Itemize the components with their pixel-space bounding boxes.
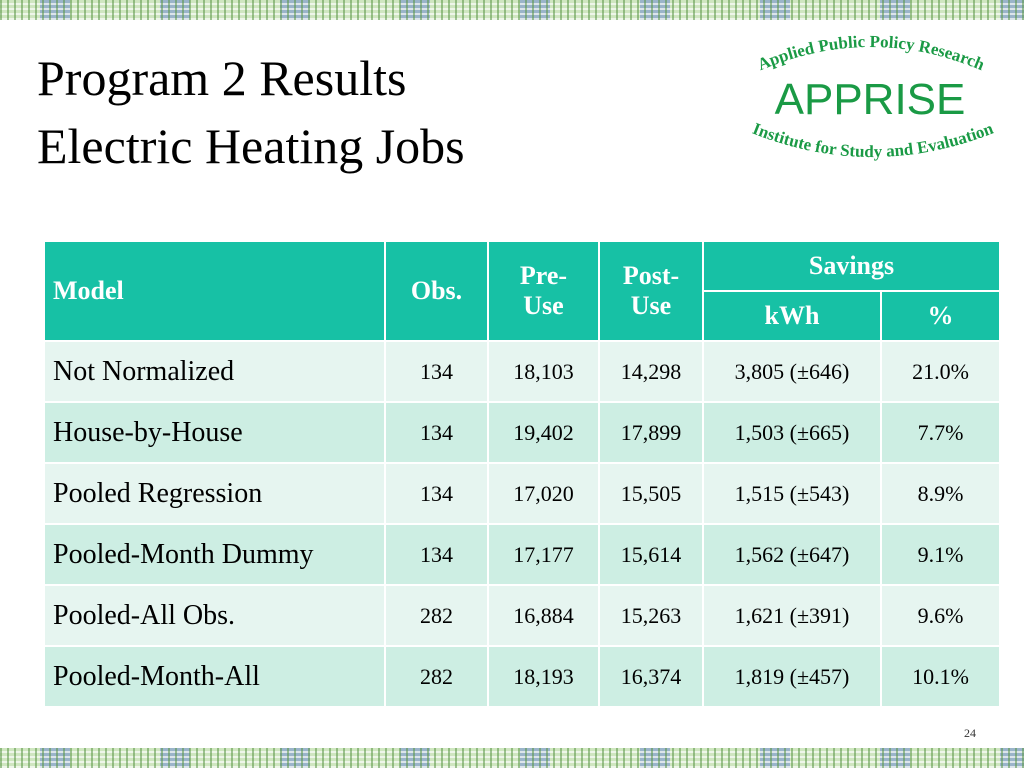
- cell-kwh: 3,805 (±646): [703, 341, 881, 402]
- logo-arc-bottom-text: [750, 119, 996, 161]
- results-table: [43, 240, 1001, 708]
- cell-percent: 10.1%: [881, 646, 1000, 707]
- header-pre-use: [488, 241, 599, 341]
- cell-obs: 134: [385, 463, 488, 524]
- cell-percent: 7.7%: [881, 402, 1000, 463]
- cell-pre-use: 17,177: [488, 524, 599, 585]
- header-pre-use-line-1: Pre-: [519, 261, 568, 290]
- table-row: [44, 341, 1000, 402]
- cell-model: Pooled Regression: [44, 463, 385, 524]
- cell-post-use: 16,374: [599, 646, 703, 707]
- cell-model: Not Normalized: [44, 341, 385, 402]
- cell-post-use: 15,614: [599, 524, 703, 585]
- cell-pre-use: 16,884: [488, 585, 599, 646]
- apprise-logo: [726, 26, 1016, 176]
- cell-percent: 9.6%: [881, 585, 1000, 646]
- cell-percent: 8.9%: [881, 463, 1000, 524]
- cell-post-use: 17,899: [599, 402, 703, 463]
- table-row: [44, 402, 1000, 463]
- header-percent: %: [881, 291, 1000, 341]
- cell-percent: 21.0%: [881, 341, 1000, 402]
- logo-arc-top: Applied Public Policy Research: [754, 31, 988, 75]
- table-row: [44, 585, 1000, 646]
- cell-pre-use: 18,103: [488, 341, 599, 402]
- table-row: [44, 463, 1000, 524]
- cell-model: Pooled-All Obs.: [44, 585, 385, 646]
- cell-obs: 134: [385, 341, 488, 402]
- header-post-use: [599, 241, 703, 341]
- logo-arc-bottom: Institute for Study and Evaluation: [750, 118, 996, 162]
- cell-pre-use: 17,020: [488, 463, 599, 524]
- header-post-use-line-2: Use: [630, 291, 672, 320]
- cell-obs: 134: [385, 524, 488, 585]
- header-obs: Obs.: [385, 241, 488, 341]
- header-pre-use-line-2: Use: [523, 291, 564, 320]
- cell-model: House-by-House: [44, 402, 385, 463]
- cell-obs: 282: [385, 646, 488, 707]
- cell-percent: 9.1%: [881, 524, 1000, 585]
- cell-kwh: 1,621 (±391): [703, 585, 881, 646]
- header-kwh: kWh: [703, 291, 881, 341]
- cell-pre-use: 18,193: [488, 646, 599, 707]
- header-savings: Savings: [703, 241, 1000, 291]
- header-post-use-line-1: Post-: [622, 261, 680, 290]
- cell-post-use: 15,505: [599, 463, 703, 524]
- logo-name: APPRISE: [774, 75, 966, 124]
- cell-kwh: 1,515 (±543): [703, 463, 881, 524]
- cell-model: Pooled-Month-All: [44, 646, 385, 707]
- cell-kwh: 1,562 (±647): [703, 524, 881, 585]
- decorative-bottom-border: [0, 748, 1024, 768]
- table-row: [44, 646, 1000, 707]
- slide-title-line-2: Electric Heating Jobs: [37, 118, 465, 174]
- cell-pre-use: 19,402: [488, 402, 599, 463]
- cell-kwh: 1,819 (±457): [703, 646, 881, 707]
- logo-arc-top-text: [755, 32, 988, 74]
- cell-obs: 134: [385, 402, 488, 463]
- cell-model: Pooled-Month Dummy: [44, 524, 385, 585]
- page-number: 24: [964, 726, 976, 740]
- slide-title: [37, 44, 465, 180]
- header-model: Model: [44, 241, 385, 341]
- decorative-top-border: [0, 0, 1024, 20]
- slide-title-line-1: Program 2 Results: [37, 50, 407, 106]
- cell-post-use: 14,298: [599, 341, 703, 402]
- table-row: [44, 524, 1000, 585]
- cell-kwh: 1,503 (±665): [703, 402, 881, 463]
- cell-post-use: 15,263: [599, 585, 703, 646]
- cell-obs: 282: [385, 585, 488, 646]
